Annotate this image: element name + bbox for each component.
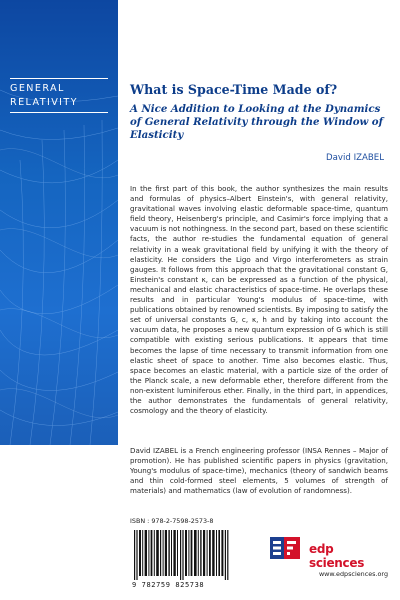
series-label-line2: RELATIVITY bbox=[10, 97, 78, 108]
barcode-graphic bbox=[130, 530, 240, 580]
series-label-line1: GENERAL bbox=[10, 83, 65, 94]
series-rule-bottom bbox=[10, 112, 108, 113]
series-rule-top bbox=[10, 78, 108, 79]
barcode-digits: 9 782759 825738 bbox=[132, 581, 205, 589]
series-label bbox=[10, 82, 106, 110]
publisher-logo bbox=[268, 534, 390, 570]
book-description: In the first part of this book, the author synthesizes the main results and formulas of physics–Albert Einstein's, with general relativity, gravitational waves involving elastic deformable space-time, quantum field theory, Heisenberg's principle, and Casimir's force implying that a vacuum is not nothingness. In the second part, based on these scientific facts, the author re-studies the fundamental equation of general relativity in a weak gravitational field by unifying it with the theory of elasticity. He considers the Ligo and Virgo interferometers as strain gauges. It follows from this approach that the gravitational constant G, Einstein's constant κ, can be expressed as a function of the physical, mechanical and elastic characteristics of space-time. He overlaps these results and in particular Young's modulus of space-time, with publications obtained by renowned scientists. By imposing to satisfy the set of universal constants G, c, κ, h and by taking into account the vacuum data, he proposes a new quantum expression of G which is still compatible with existing serious publications. It appears that time becomes the lapse of time necessary to transmit information from one elastic sheet of space to another. Time also becomes elastic. Thus, space becomes an elastic material, with a particle size of the order of the Planck scale, a new deformable ether, therefore different from the non-existent luminiferous ether. Finally, in the third part, in appendices, the author demonstrates the fundamentals of general relativity, cosmology and the theory of elasticity. bbox=[130, 184, 388, 416]
publisher-name: edp sciences bbox=[309, 542, 365, 570]
book-title: What is Space-Time Made of? bbox=[130, 82, 338, 97]
cover-blue-band bbox=[0, 0, 118, 445]
wave-pattern-graphic bbox=[0, 0, 118, 445]
isbn-barcode-block bbox=[130, 517, 252, 591]
edp-logo-icon bbox=[268, 534, 308, 564]
book-subtitle: A Nice Addition to Looking at the Dynamics of General Relativity through the Window of Elasticity bbox=[130, 103, 383, 141]
publisher-url: www.edpsciences.org bbox=[318, 570, 388, 578]
book-author: David IZABEL bbox=[326, 153, 384, 163]
author-bio: David IZABEL is a French engineering professor (INSA Rennes – Major of promotion). He has published scientific papers in physics (gravitation, Young's modulus of space-time), mechanics (theory of sandwich beams and thin cold-formed steel elements, 5 volumes of strength of materials) and mathematics (law of evolution of randomness). bbox=[130, 446, 388, 496]
isbn-text: ISBN : 978-2-7598-2573-8 bbox=[130, 517, 214, 525]
